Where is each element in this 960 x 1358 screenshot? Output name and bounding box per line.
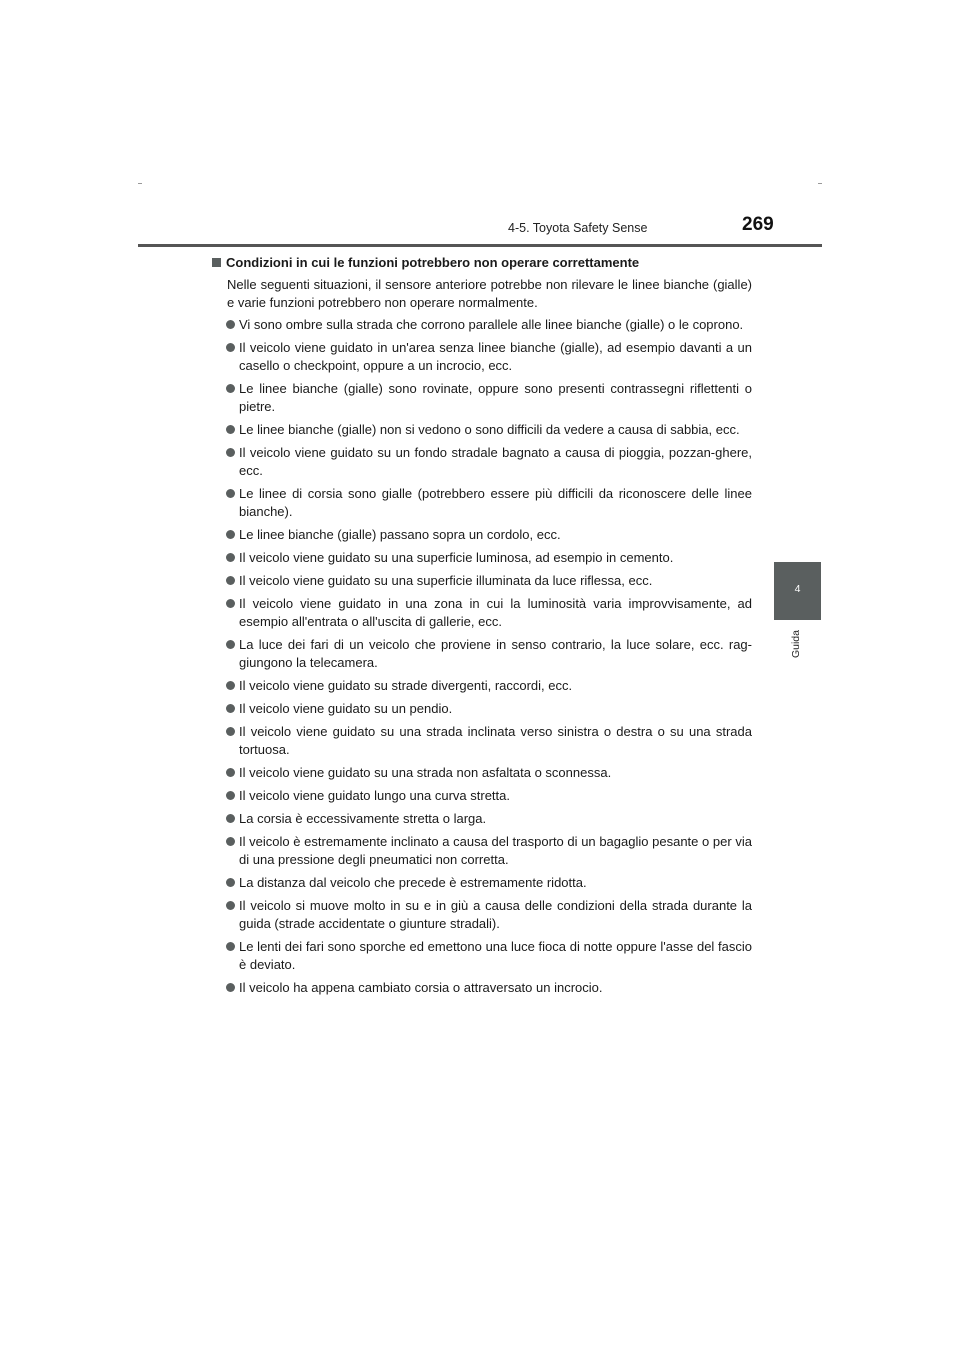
- list-item-text: Il veicolo viene guidato su una superficie luminosa, ad esempio in cemento.: [239, 550, 674, 565]
- list-item-text: Vi sono ombre sulla strada che corrono parallele alle linee bianche (gialle) o le coprono.: [239, 317, 744, 332]
- list-item-text: Le lenti dei fari sono sporche ed emettono una luce fioca di notte oppure l'asse del fascio è deviato.: [239, 939, 752, 972]
- list-item-text: Il veicolo viene guidato in una zona in cui la luminosità varia improvvisamente, ad esempio all'entrata o all'uscita di gallerie, ecc.: [239, 596, 752, 629]
- list-item-text: La corsia è eccessivamente stretta o larga.: [239, 811, 487, 826]
- list-item: [212, 874, 752, 892]
- list-item-text: Il veicolo viene guidato su una strada inclinata verso sinistra o destra o su una strada tortuosa.: [239, 724, 752, 757]
- bullet-dot-icon: [226, 791, 235, 800]
- bullet-dot-icon: [226, 576, 235, 585]
- bullet-dot-icon: [226, 425, 235, 434]
- list-item: [212, 572, 752, 590]
- list-item-text: La luce dei fari di un veicolo che proviene in senso contrario, la luce solare, ecc. rag-giungono la telecamera.: [239, 637, 752, 670]
- list-item: [212, 810, 752, 828]
- bullet-dot-icon: [226, 878, 235, 887]
- chapter-tab-label: Guida: [790, 630, 802, 659]
- list-item: [212, 549, 752, 567]
- section-heading: [212, 254, 752, 272]
- list-item-text: Il veicolo viene guidato in un'area senza linee bianche (gialle), ad esempio davanti a un casello o checkpoint, oppure a un incrocio, ecc.: [239, 340, 752, 373]
- list-item: [212, 526, 752, 544]
- chapter-tab[interactable]: [774, 562, 821, 620]
- section-heading-text: Condizioni in cui le funzioni potrebbero non operare correttamente: [226, 255, 640, 270]
- list-item-text: Il veicolo ha appena cambiato corsia o attraversato un incrocio.: [239, 980, 603, 995]
- bullet-dot-icon: [226, 384, 235, 393]
- page-content: [212, 254, 752, 1002]
- bullet-dot-icon: [226, 727, 235, 736]
- bullet-dot-icon: [226, 599, 235, 608]
- list-item: [212, 316, 752, 334]
- bullet-dot-icon: [226, 837, 235, 846]
- list-item-text: Le linee bianche (gialle) passano sopra un cordolo, ecc.: [239, 527, 561, 542]
- chapter-tab-number: 4: [794, 583, 801, 595]
- bullet-dot-icon: [226, 489, 235, 498]
- header-rule: [138, 244, 822, 247]
- condition-list: [212, 316, 752, 997]
- list-item-text: Il veicolo viene guidato su un pendio.: [239, 701, 453, 716]
- list-item: [212, 636, 752, 672]
- bullet-dot-icon: [226, 343, 235, 352]
- list-item-text: Il veicolo si muove molto in su e in giù a causa delle condizioni della strada durante la guida (strade accidentate o giunture stradali).: [239, 898, 752, 931]
- list-item: [212, 700, 752, 718]
- list-item-text: Il veicolo viene guidato su strade divergenti, raccordi, ecc.: [239, 678, 573, 693]
- bullet-dot-icon: [226, 983, 235, 992]
- page-number: 269: [742, 214, 774, 235]
- list-item: [212, 723, 752, 759]
- list-item: [212, 938, 752, 974]
- crop-mark-left: [138, 183, 142, 184]
- list-item: [212, 677, 752, 695]
- list-item: [212, 979, 752, 997]
- bullet-dot-icon: [226, 768, 235, 777]
- bullet-dot-icon: [226, 942, 235, 951]
- square-marker-icon: [212, 258, 221, 267]
- bullet-dot-icon: [226, 530, 235, 539]
- bullet-dot-icon: [226, 814, 235, 823]
- list-item-text: Il veicolo viene guidato lungo una curva stretta.: [239, 788, 511, 803]
- list-item-text: Il veicolo è estremamente inclinato a causa del trasporto di un bagaglio pesante o per via di una pressione degli pneumatici non corretta.: [239, 834, 752, 867]
- list-item-text: Il veicolo viene guidato su un fondo stradale bagnato a causa di pioggia, pozzan-ghere, ecc.: [239, 445, 752, 478]
- list-item-text: Le linee bianche (gialle) non si vedono o sono difficili da vedere a causa di sabbia, ecc.: [239, 422, 740, 437]
- intro-paragraph: Nelle seguenti situazioni, il sensore anteriore potrebbe non rilevare le linee bianche (gialle) e varie funzioni potrebbero non operare normalmente.: [227, 277, 752, 310]
- header-section-title: 4-5. Toyota Safety Sense: [508, 221, 648, 235]
- bullet-dot-icon: [226, 553, 235, 562]
- list-item: [212, 444, 752, 480]
- list-item-text: Il veicolo viene guidato su una superficie illuminata da luce riflessa, ecc.: [239, 573, 653, 588]
- bullet-dot-icon: [226, 448, 235, 457]
- bullet-dot-icon: [226, 704, 235, 713]
- list-item: [212, 897, 752, 933]
- crop-mark-right: [818, 183, 822, 184]
- bullet-dot-icon: [226, 901, 235, 910]
- list-item: [212, 421, 752, 439]
- list-item: [212, 764, 752, 782]
- list-item: [212, 380, 752, 416]
- list-item: [212, 595, 752, 631]
- list-item: [212, 833, 752, 869]
- list-item-text: Le linee bianche (gialle) sono rovinate, oppure sono presenti contrassegni riflettenti o pietre.: [239, 381, 752, 414]
- list-item-text: Il veicolo viene guidato su una strada non asfaltata o sconnessa.: [239, 765, 612, 780]
- list-item-text: Le linee di corsia sono gialle (potrebbero essere più difficili da riconoscere delle linee bianche).: [239, 486, 752, 519]
- list-item: [212, 485, 752, 521]
- list-item: [212, 787, 752, 805]
- bullet-dot-icon: [226, 640, 235, 649]
- bullet-dot-icon: [226, 681, 235, 690]
- list-item: [212, 339, 752, 375]
- list-item-text: La distanza dal veicolo che precede è estremamente ridotta.: [239, 875, 587, 890]
- bullet-dot-icon: [226, 320, 235, 329]
